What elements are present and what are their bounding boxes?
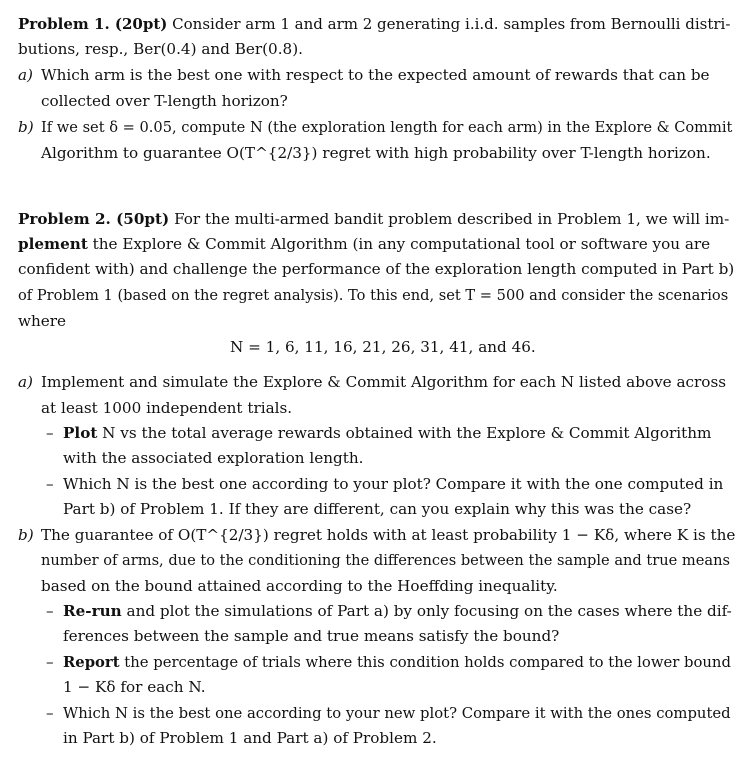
p2-equation: N = 1, 6, 11, 16, 21, 26, 31, 41, and 46. [230, 338, 536, 356]
p2-b-text-2: number of arms, due to the conditioning the differences between the sample and true means [41, 552, 730, 569]
p2-a-item-2-text-2: Part b) of Problem 1. If they are different, can you explain why this was the case? [63, 500, 692, 518]
p2-a-item-2-text-1: Which N is the best one according to your plot? Compare it with the one computed in [63, 475, 724, 493]
p2-b-text-3: based on the bound attained according to the Hoeffding inequality. [41, 577, 558, 595]
p2-b-item-2 [63, 650, 731, 676]
p2-b-item-2-bold: Report [63, 654, 120, 671]
bullet-dash: – [46, 424, 54, 442]
p2-line-2 [18, 232, 710, 258]
p2-b-item-1-bold: Re-run [63, 602, 122, 620]
p2-text-5: where [18, 312, 67, 330]
bullet-dash: – [46, 704, 54, 722]
p1-text-1: Consider arm 1 and arm 2 generating i.i.d. samples from Bernoulli distri- [172, 15, 731, 33]
p2-a-item-1-text-2: with the associated exploration length. [63, 449, 364, 467]
p2-b-label: b) [18, 526, 34, 544]
p2-a-text-2: at least 1000 independent trials. [41, 399, 293, 417]
p2-a-item-1 [63, 421, 711, 447]
p2-b-item-1-text: and plot the simulations of Part a) by only focusing on the cases where the dif- [126, 602, 732, 620]
p1-heading: Problem 1. (20pt) [18, 15, 168, 33]
p1-b-text-2: Algorithm to guarantee O(T^{2/3}) regret with high probability over T-length horizon. [41, 144, 711, 162]
bullet-dash: – [46, 602, 54, 620]
p2-line-1 [18, 207, 729, 233]
p2-a-item-1-bold: Plot [63, 424, 98, 442]
p2-text-1: For the multi-armed bandit problem described in Problem 1, we will im- [174, 210, 730, 228]
p1-b-label: b) [18, 118, 34, 136]
p2-b-item-1-text-2: ferences between the sample and true means satisfy the bound? [63, 627, 560, 645]
bullet-dash: – [46, 475, 54, 493]
bullet-dash: – [46, 653, 54, 671]
p2-a-item-1-text: N vs the total average rewards obtained with the Explore & Commit Algorithm [102, 424, 712, 442]
p1-a-text-1: Which arm is the best one with respect to the expected amount of rewards that can be [41, 66, 710, 84]
p2-b-item-1 [63, 599, 732, 625]
p1-a-text-2: collected over T-length horizon? [41, 92, 288, 110]
p1-line-1 [18, 12, 734, 38]
p2-b-item-3-text-1: Which N is the best one according to your new plot? Compare it with the ones computed [63, 705, 731, 722]
p2-b-item-2-text: the percentage of trials where this condition holds compared to the lower bound [124, 654, 731, 671]
p2-b-item-3-text-2: in Part b) of Problem 1 and Part a) of Problem 2. [63, 729, 437, 747]
p2-a-label: a) [18, 373, 33, 391]
p2-text-3: confident with) and challenge the performance of the exploration length computed in Part b) [18, 260, 735, 278]
p2-text-2: the Explore & Commit Algorithm (in any computational tool or software you are [92, 235, 711, 253]
p2-plement-bold: plement [18, 235, 88, 253]
p2-b-item-2-text-2: 1 − Kδ for each N. [63, 678, 206, 696]
p2-a-text-1: Implement and simulate the Explore & Commit Algorithm for each N listed above across [41, 373, 727, 391]
p2-b-text-1: The guarantee of O(T^{2/3}) regret holds with at least probability 1 − Kδ, where K is the [41, 526, 736, 544]
p2-heading: Problem 2. (50pt) [18, 210, 170, 228]
p2-text-4: of Problem 1 (based on the regret analysis). To this end, set T = 500 and consider the scenarios [18, 287, 729, 304]
p1-a-label: a) [18, 66, 33, 84]
p1-b-text-1: If we set δ = 0.05, compute N (the exploration length for each arm) in the Explore & Commit [41, 119, 733, 136]
p1-text-2: butions, resp., Ber(0.4) and Ber(0.8). [18, 40, 303, 58]
